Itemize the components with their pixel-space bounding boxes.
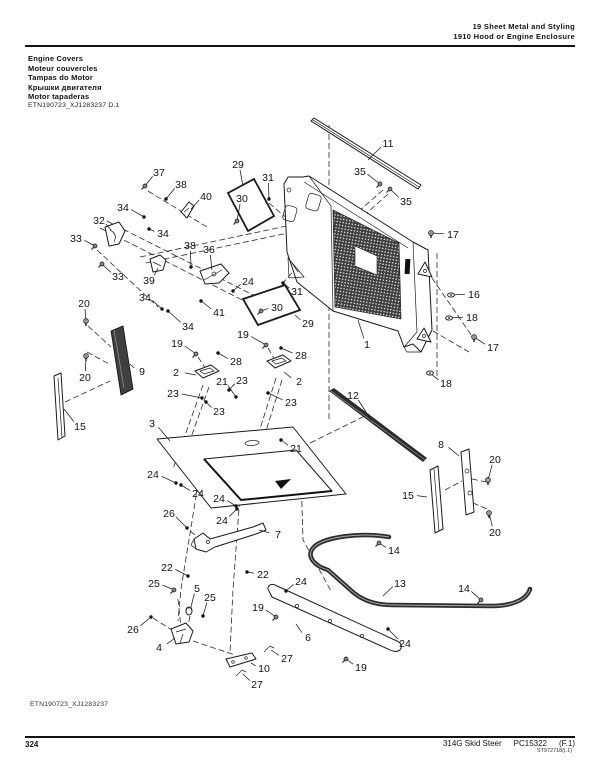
callout-19 [343,657,367,674]
page-number: 324 [25,740,39,749]
svg-text:34: 34 [117,201,129,214]
callout-13 [383,578,406,596]
svg-text:20: 20 [79,371,91,384]
svg-text:20: 20 [489,453,501,466]
svg-text:16: 16 [468,288,480,301]
callout-layer [64,138,501,691]
callout-15 [64,409,86,433]
part-39-hinge-half [150,255,166,272]
callout-4 [156,638,175,654]
title-es: Motor tapaderas [28,92,90,102]
svg-text:28: 28 [230,355,242,368]
part-13-gasket [311,535,530,606]
svg-text:10: 10 [258,662,270,675]
svg-text:29: 29 [302,317,314,330]
callout-41 [199,299,225,319]
svg-text:14: 14 [388,544,400,557]
callout-2 [284,372,302,388]
callout-19 [252,602,278,621]
svg-text:2: 2 [296,375,302,388]
callout-17 [429,229,459,241]
svg-text:23: 23 [236,374,248,387]
callout-29 [232,159,244,186]
svg-text:20: 20 [78,297,90,310]
svg-text:3: 3 [149,417,155,430]
callout-27 [243,674,263,691]
part-10-strap [226,653,256,667]
svg-text:26: 26 [163,507,175,520]
callout-22 [245,569,269,581]
svg-text:20: 20 [489,526,501,539]
latch-notch [405,259,411,274]
svg-text:12: 12 [347,389,359,402]
callout-24 [216,507,239,527]
callout-24 [284,576,307,593]
svg-text:25: 25 [204,591,216,604]
svg-text:18: 18 [440,377,452,390]
svg-text:15: 15 [402,489,414,502]
svg-text:41: 41 [213,306,225,319]
callout-20 [78,298,90,326]
callout-14 [376,541,400,557]
callout-34 [117,202,146,219]
callout-1 [358,320,370,351]
part-32-hinge-bracket [105,222,125,246]
svg-text:21: 21 [216,375,228,388]
callout-5 [191,583,200,607]
svg-text:35: 35 [354,165,366,178]
svg-text:19: 19 [355,661,367,674]
svg-text:36: 36 [203,243,215,256]
footer-revision: (F.1) [559,739,575,748]
svg-text:17: 17 [487,341,499,354]
callout-34 [166,309,194,333]
svg-text:4: 4 [156,641,162,654]
svg-text:30: 30 [236,192,248,205]
footer-catalog: PC15322 [513,739,547,748]
svg-text:31: 31 [291,285,303,298]
callout-26 [163,508,189,530]
svg-text:38: 38 [175,178,187,191]
callout-35 [354,166,382,188]
title-en: Engine Covers [28,54,84,63]
part-9-seal-bar [111,326,133,395]
svg-text:24: 24 [399,637,411,650]
footer-stamp: ST972718(I.1) [536,748,572,754]
svg-text:19: 19 [171,337,183,350]
svg-text:34: 34 [182,320,194,333]
svg-text:7: 7 [275,528,281,541]
svg-text:24: 24 [242,275,254,288]
svg-text:17: 17 [447,228,459,241]
callout-11 [368,138,394,160]
svg-text:24: 24 [192,487,204,500]
figure-caption: ETN190723_XJ1283237 [30,701,109,708]
callout-18 [446,312,478,324]
callout-27 [271,650,293,665]
svg-text:22: 22 [257,568,269,581]
callout-3 [149,418,170,441]
callout-33 [70,233,97,250]
header-group-line: 1910 Hood or Engine Enclosure [453,32,575,41]
svg-text:9: 9 [139,365,145,378]
callout-25 [148,578,176,594]
part-7-handle [191,523,266,552]
svg-text:1: 1 [364,338,370,351]
callout-9 [130,364,145,378]
svg-text:2: 2 [173,366,179,379]
callout-28 [216,351,242,368]
drawing-id: ETN190723_XJ1283237 D.1 [28,102,120,109]
callout-2 [173,367,196,379]
callout-20 [486,454,501,485]
callout-18 [427,371,452,390]
callout-6 [296,624,311,644]
callout-24 [231,276,254,293]
callout-10 [251,663,270,675]
svg-text:19: 19 [237,328,249,341]
callout-20 [487,511,501,539]
callout-23 [204,400,225,418]
footer-model: 314G Skid Steer [442,739,502,748]
svg-text:24: 24 [216,514,228,527]
part-5-bushing [186,607,192,615]
svg-text:28: 28 [295,349,307,362]
callout-33 [99,262,124,283]
part-4-bracket [171,623,193,644]
footer-right [443,739,575,748]
callout-14 [458,583,483,604]
svg-text:15: 15 [74,420,86,433]
callout-17 [472,335,499,354]
svg-text:35: 35 [400,195,412,208]
svg-text:14: 14 [458,582,470,595]
svg-text:34: 34 [157,227,169,240]
svg-text:24: 24 [213,492,225,505]
part-3-cover-panel [157,427,346,508]
title-fr: Moteur couvercles [28,63,98,73]
svg-text:24: 24 [147,468,159,481]
callout-37 [142,167,165,190]
part-2-bracket-right [267,355,291,368]
svg-text:24: 24 [295,575,307,588]
part-15-bar-left [54,373,65,440]
header-section-line: 19 Sheet Metal and Styling [472,22,575,31]
svg-text:38: 38 [184,239,196,252]
svg-text:23: 23 [213,405,225,418]
callout-25 [201,592,216,618]
svg-text:27: 27 [281,652,293,665]
svg-text:37: 37 [153,166,165,179]
svg-text:39: 39 [143,274,155,287]
part-6-support-bar [268,584,401,651]
footer-rule [25,736,575,738]
callout-34 [147,227,169,240]
part-8-strip [461,449,474,515]
callout-29 [295,315,314,330]
part-15-bar-right [430,466,443,533]
part-36-hinge-bracket [200,264,229,284]
svg-text:34: 34 [139,291,151,304]
svg-text:11: 11 [382,137,394,150]
callout-23 [227,375,248,392]
svg-text:18: 18 [466,311,478,324]
svg-text:25: 25 [148,577,160,590]
callout-7 [259,529,281,541]
svg-text:6: 6 [305,631,311,644]
svg-text:27: 27 [251,678,263,691]
svg-text:8: 8 [438,438,444,451]
svg-text:33: 33 [112,270,124,283]
part-40-strap [181,202,194,218]
svg-text:23: 23 [285,396,297,409]
callout-23 [266,391,297,409]
callout-20 [79,354,91,384]
svg-text:5: 5 [194,582,200,595]
svg-text:22: 22 [161,561,173,574]
svg-text:30: 30 [271,301,283,314]
svg-text:19: 19 [252,601,264,614]
part-12-seal-strip [329,388,427,462]
svg-text:21: 21 [290,442,302,455]
callout-19 [237,329,268,349]
callout-19 [171,338,198,358]
callout-24 [147,469,178,485]
svg-text:23: 23 [167,387,179,400]
svg-text:29: 29 [232,158,244,171]
callout-38 [164,179,187,201]
callout-15 [402,490,427,502]
callout-21 [216,376,238,399]
svg-text:40: 40 [200,190,212,203]
callout-22 [161,562,190,578]
callout-8 [438,439,459,456]
svg-text:33: 33 [70,232,82,245]
title-ru: Крышки двигателя [28,82,102,92]
svg-text:13: 13 [394,577,406,590]
callout-26 [127,615,153,636]
svg-text:31: 31 [262,171,274,184]
svg-text:32: 32 [93,214,105,227]
callout-16 [448,289,480,301]
callout-35 [387,187,412,208]
part-11-trim-rod [311,118,421,189]
svg-text:26: 26 [127,623,139,636]
title-pt: Tampas do Motor [28,73,93,83]
